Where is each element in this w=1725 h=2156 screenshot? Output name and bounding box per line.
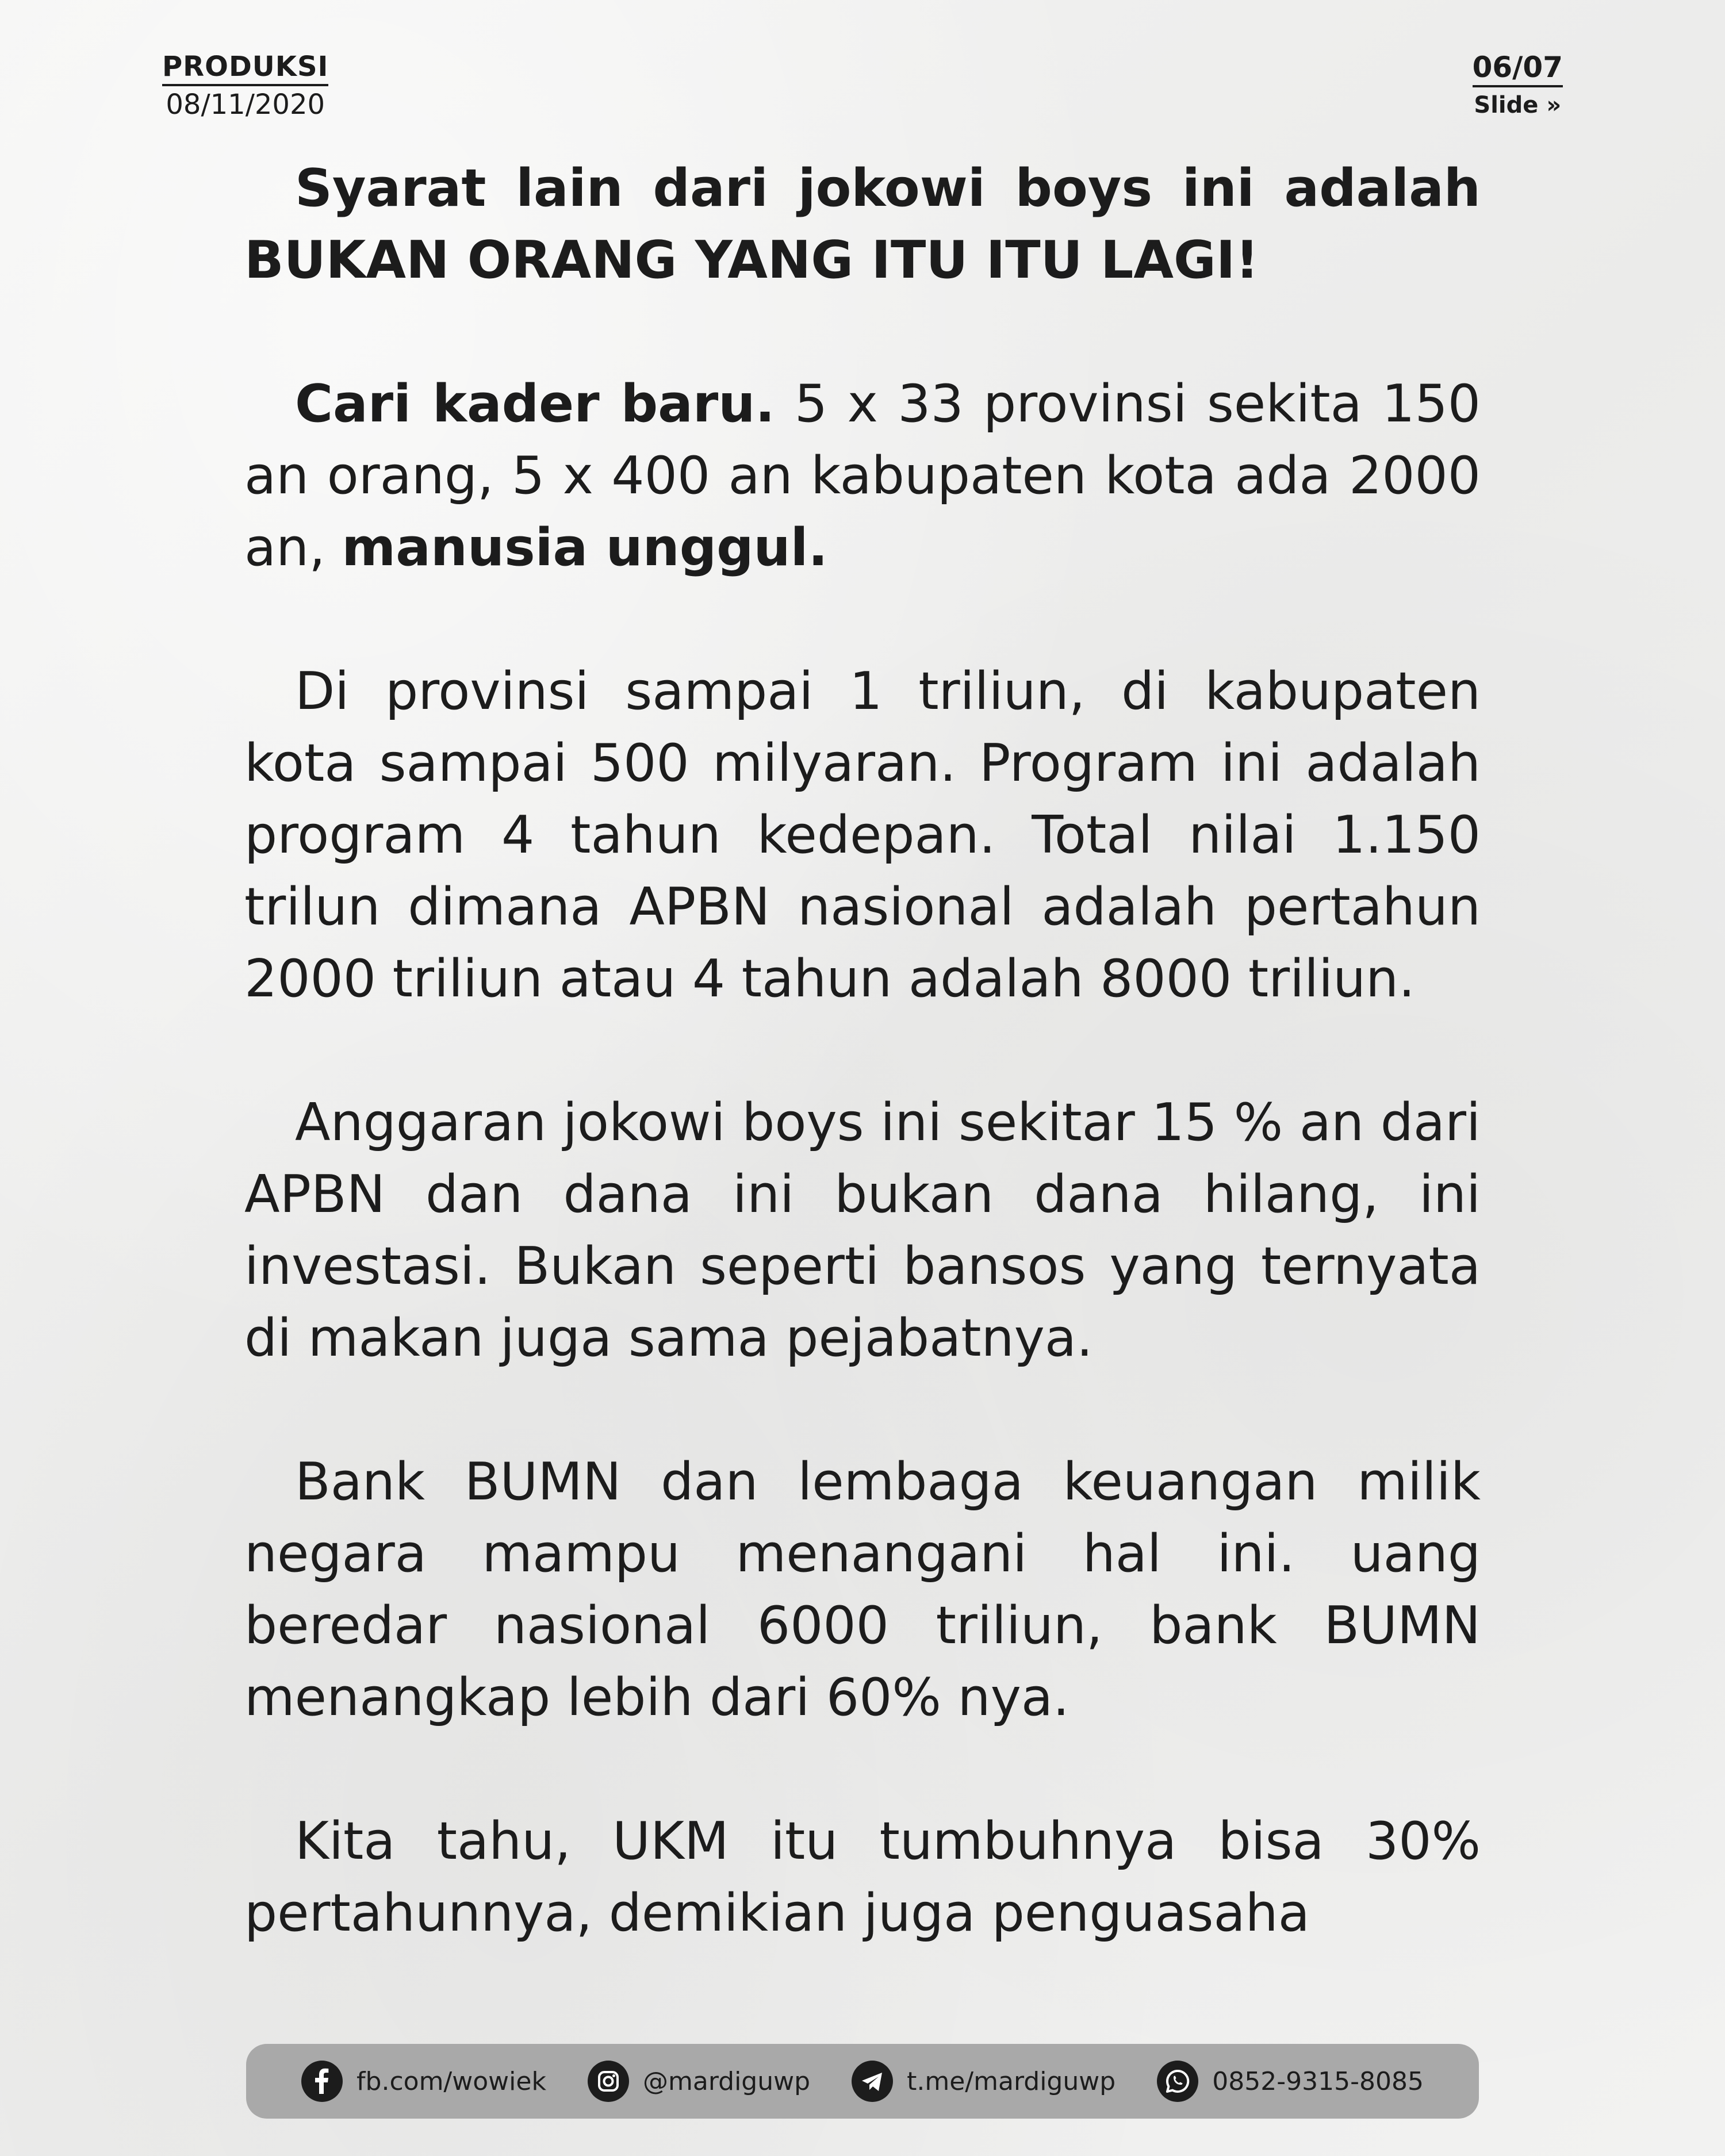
whatsapp-icon [1157,2061,1198,2102]
instagram-icon [588,2061,629,2102]
instagram-text: @mardiguwp [643,2066,811,2096]
paragraph-2 [244,368,1481,584]
instagram-link[interactable] [588,2061,810,2102]
section-label: PRODUKSI [162,51,328,86]
paragraph-4 [244,1087,1481,1374]
article-body [244,152,1481,2021]
facebook-icon [301,2061,343,2102]
paragraph-text: Cari kader baru. [295,374,775,434]
paragraph-text: Syarat lain dari jokowi boys ini adalah BUKAN ORANG YANG ITU ITU LAGI! [244,158,1481,290]
paragraph-5 [244,1446,1481,1733]
header-left [162,51,328,121]
paragraph-text: Anggaran jokowi boys ini sekitar 15 % an dari APBN dan dana ini bukan dana hilang, ini investasi. Bukan seperti bansos yang ternyata di makan juga sama pejabatnya. [244,1092,1481,1368]
page-number: 06/07 [1473,51,1563,87]
paragraph-3 [244,655,1481,1015]
paragraph-text: Bank BUMN dan lembaga keuangan milik negara mampu menangani hal ini. uang beredar nasional 6000 triliun, bank BUMN menangkap lebih dari 60% nya. [244,1452,1481,1728]
paragraph-text: Di provinsi sampai 1 triliun, di kabupaten kota sampai 500 milyaran. Program ini adalah program 4 tahun kedepan. Total nilai 1.150 trilun dimana APBN nasional adalah pertahun 2000 triliun atau 4 tahun adalah 8000 triliun. [244,661,1481,1009]
paragraph-6 [244,1805,1481,1949]
facebook-link[interactable] [301,2061,546,2102]
paragraph-text: manusia unggul. [342,517,828,578]
telegram-link[interactable] [852,2061,1116,2102]
whatsapp-text: 0852-9315-8085 [1212,2066,1424,2096]
social-footer [246,2044,1479,2119]
post-date: 08/11/2020 [166,89,325,121]
telegram-icon [852,2061,893,2102]
paragraph-text: Kita tahu, UKM itu tumbuhnya bisa 30% pertahunnya, demikian juga penguasaha [244,1811,1481,1943]
paragraph-text: 5 x 33 provinsi sekita 150 an orang, 5 x 400 an kabupaten kota ada 2000 an, [244,374,1481,578]
header-right [1473,51,1563,118]
paragraph-1 [244,152,1481,296]
slide-label: Slide » [1474,92,1562,118]
telegram-text: t.me/mardiguwp [907,2066,1116,2096]
whatsapp-link[interactable] [1157,2061,1424,2102]
facebook-text: fb.com/wowiek [356,2066,546,2096]
